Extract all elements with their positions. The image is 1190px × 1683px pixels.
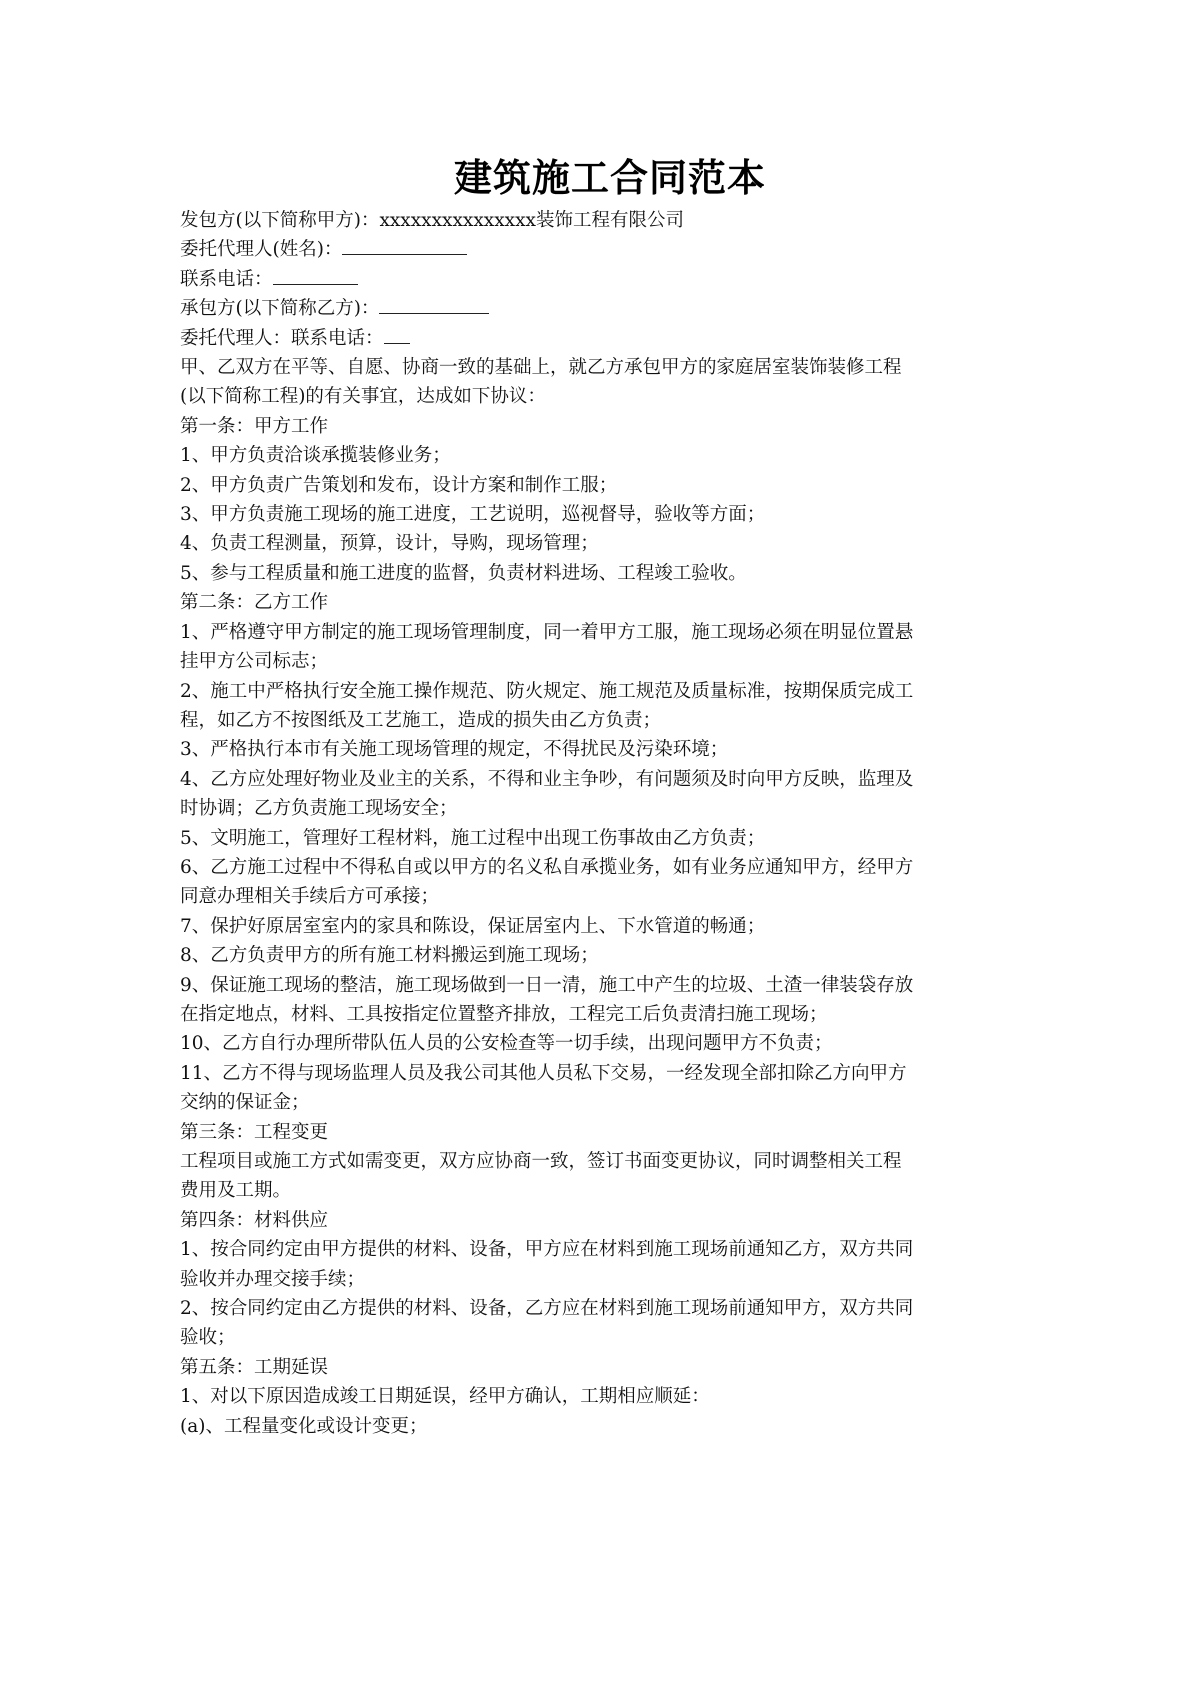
section-heading: 第一条：甲方工作 xyxy=(180,415,329,437)
body-line: 在指定地点，材料、工具按指定位置整齐排放，工程完工后负责清扫施工现场； xyxy=(180,1003,828,1025)
document-title: 建筑施工合同范本 xyxy=(453,155,766,200)
body-line: 费用及工期。 xyxy=(180,1180,292,1202)
contractor-label: 承包方(以下简称乙方)： xyxy=(180,298,380,320)
body-line: 验收； xyxy=(180,1327,236,1349)
body-line: 5、参与工程质量和施工进度的监督，负责材料进场、工程竣工验收。 xyxy=(180,562,747,584)
body-line: 5、文明施工，管理好工程材料，施工过程中出现工伤事故由乙方负责； xyxy=(180,827,766,849)
body-line: 9、保证施工现场的整洁，施工现场做到一日一清，施工中产生的垃圾、土渣一律装袋存放 xyxy=(180,974,914,996)
body-line: 1、严格遵守甲方制定的施工现场管理制度，同一着甲方工服，施工现场必须在明显位置悬 xyxy=(180,621,914,643)
body-line: 4、乙方应处理好物业及业主的关系，不得和业主争吵，有问题须及时向甲方反映，监理及 xyxy=(180,768,914,790)
body-line: 程，如乙方不按图纸及工艺施工，造成的损失由乙方负责； xyxy=(180,709,662,731)
agent-phone-line xyxy=(180,324,1020,353)
document-body xyxy=(180,206,1020,1441)
body-line: 3、甲方负责施工现场的施工进度，工艺说明，巡视督导，验收等方面； xyxy=(180,504,766,526)
agent-name-blank xyxy=(342,236,467,255)
body-line: (以下简称工程)的有关事宜，达成如下协议： xyxy=(180,386,546,408)
body-line: 4、负责工程测量，预算，设计，导购，现场管理； xyxy=(180,533,599,555)
body-line: 1、按合同约定由甲方提供的材料、设备，甲方应在材料到施工现场前通知乙方，双方共同 xyxy=(180,1239,914,1261)
contractor-blank xyxy=(379,295,489,314)
agent-phone-label: 委托代理人：联系电话： xyxy=(180,327,384,349)
body-line: 甲、乙双方在平等、自愿、协商一致的基础上，就乙方承包甲方的家庭居室装饰装修工程 xyxy=(180,357,902,379)
contractor-line xyxy=(180,294,1020,323)
employer-label: 发包方(以下简称甲方)： xyxy=(180,210,380,231)
section-heading: 第四条：材料供应 xyxy=(180,1209,329,1231)
body-line: 1、甲方负责洽谈承揽装修业务； xyxy=(180,445,451,467)
body-line: 11、乙方不得与现场监理人员及我公司其他人员私下交易，一经发现全部扣除乙方向甲方 xyxy=(180,1062,907,1084)
body-line: 7、保护好原居室室内的家具和陈设，保证居室内上、下水管道的畅通； xyxy=(180,915,766,937)
body-line: (a)、工程量变化或设计变更； xyxy=(180,1415,428,1437)
body-line: 交纳的保证金； xyxy=(180,1092,310,1114)
body-line: 验收并办理交接手续； xyxy=(180,1268,366,1290)
agent-name-line xyxy=(180,235,1020,264)
phone-label: 联系电话： xyxy=(180,268,273,290)
body-line: 8、乙方负责甲方的所有施工材料搬运到施工现场； xyxy=(180,945,599,967)
employer-value: xxxxxxxxxxxxxxx装饰工程有限公司 xyxy=(379,210,684,231)
body-line: 10、乙方自行办理所带队伍人员的公安检查等一切手续，出现问题甲方不负责； xyxy=(180,1033,833,1055)
body-line: 时协调；乙方负责施工现场安全； xyxy=(180,798,458,820)
body-line: 2、施工中严格执行安全施工操作规范、防火规定、施工规范及质量标准，按期保质完成工 xyxy=(180,680,914,702)
body-line: 同意办理相关手续后方可承接； xyxy=(180,886,440,908)
body-line: 6、乙方施工过程中不得私自或以甲方的名义私自承揽业务，如有业务应通知甲方，经甲方 xyxy=(180,856,914,878)
agent-name-label: 委托代理人(姓名)： xyxy=(180,239,343,261)
body-line: 工程项目或施工方式如需变更，双方应协商一致，签订书面变更协议，同时调整相关工程 xyxy=(180,1151,902,1172)
phone-blank xyxy=(273,266,358,285)
body-line: 3、严格执行本市有关施工现场管理的规定，不得扰民及污染环境； xyxy=(180,739,729,761)
section-heading: 第二条：乙方工作 xyxy=(180,592,329,614)
body-line: 1、对以下原因造成竣工日期延误，经甲方确认，工期相应顺延： xyxy=(180,1386,710,1408)
section-heading: 第五条：工期延误 xyxy=(180,1356,329,1378)
body-line: 2、甲方负责广告策划和发布，设计方案和制作工服； xyxy=(180,474,618,496)
employer-line xyxy=(180,206,1020,235)
body-line: 挂甲方公司标志； xyxy=(180,651,329,673)
body-line: 2、按合同约定由乙方提供的材料、设备，乙方应在材料到施工现场前通知甲方，双方共同 xyxy=(180,1298,914,1320)
agent-phone-blank xyxy=(384,325,410,344)
phone-line xyxy=(180,265,1020,294)
section-heading: 第三条：工程变更 xyxy=(180,1121,329,1143)
